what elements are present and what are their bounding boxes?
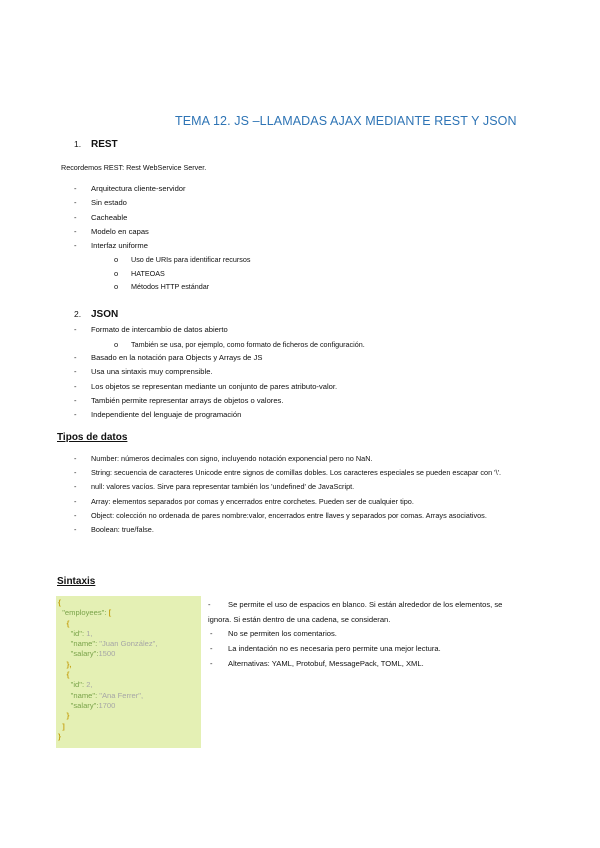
sintaxis-list — [208, 627, 518, 671]
list-item: - Array: elementos separados por comas y encerrados entre corchetes. Pueden ser de cualquier tipo. — [74, 495, 524, 509]
section-title: JSON — [91, 309, 119, 320]
code-line: } — [66, 711, 70, 721]
code-line: { — [66, 670, 70, 680]
code-line: { — [66, 618, 70, 628]
list-item: - Boolean: true/false. — [74, 523, 524, 537]
rest-sublist — [114, 253, 250, 294]
tipos-list — [74, 452, 524, 537]
code-line: "employees": [ — [62, 608, 112, 618]
code-line: ] — [62, 721, 65, 731]
list-item: - Sin estado — [74, 196, 186, 210]
sintaxis-notes — [208, 598, 518, 671]
section-heading-json — [74, 309, 118, 320]
list-item: - La indentación no es necesaria pero permite una mejor lectura. — [208, 642, 518, 657]
section-number: 2. — [74, 309, 82, 319]
json-list-top — [74, 323, 228, 337]
list-item: - Interfaz uniforme — [74, 239, 186, 253]
sublist-item: o HATEOAS — [114, 267, 250, 281]
list-item: - Number: números decimales con signo, incluyendo notación exponencial pero no NaN. — [74, 452, 524, 466]
code-line: "salary":1700 — [70, 700, 116, 710]
code-line: "id": 1, — [70, 628, 93, 638]
sublist-item: o También se usa, por ejemplo, como formato de ficheros de configuración. — [114, 338, 365, 352]
list-item: - Alternativas: YAML, Protobuf, MessagePack, TOML, XML. — [208, 657, 518, 672]
code-line: } — [58, 731, 61, 741]
json-list — [74, 351, 337, 422]
list-item: - Los objetos se representan mediante un conjunto de pares atributo-valor. — [74, 380, 337, 394]
json-sublist — [114, 338, 365, 352]
sintaxis-intro: - Se permite el uso de espacios en blanco. Si están alrededor de los elementos, se ignora. Si están dentro de una cadena, se consideran. — [208, 600, 503, 624]
list-item: - Independiente del lenguaje de programación — [74, 408, 337, 422]
section-title: REST — [91, 139, 118, 150]
code-line: "salary":1500 — [70, 649, 116, 659]
list-item: - String: secuencia de caracteres Unicode entre signos de comillas dobles. Los caracteres especiales se pueden escapar con '\'. — [74, 466, 524, 480]
section-heading-rest — [74, 139, 118, 150]
sublist-item: o Métodos HTTP estándar — [114, 280, 250, 294]
list-item: - No se permiten los comentarios. — [208, 627, 518, 642]
code-line: "id": 2, — [70, 680, 93, 690]
list-item: - Arquitectura cliente-servidor — [74, 182, 186, 196]
rest-intro: Recordemos REST: Rest WebService Server. — [61, 163, 207, 172]
tipos-heading: Tipos de datos — [57, 432, 128, 443]
section-number: 1. — [74, 139, 82, 149]
list-item: - Modelo en capas — [74, 225, 186, 239]
json-code-example — [56, 596, 201, 748]
page-title: TEMA 12. JS –LLAMADAS AJAX MEDIANTE REST Y JSON — [175, 114, 517, 128]
list-item: - Usa una sintaxis muy comprensible. — [74, 365, 337, 379]
list-item: - null: valores vacíos. Sirve para representar también los 'undefined' de JavaScript. — [74, 480, 524, 494]
code-line: "name": "Ana Ferrer", — [70, 690, 144, 700]
list-item: - También permite representar arrays de objetos o valores. — [74, 394, 337, 408]
list-item: - Cacheable — [74, 211, 186, 225]
sublist-item: o Uso de URIs para identificar recursos — [114, 253, 250, 267]
list-item: - Formato de intercambio de datos abierto — [74, 323, 228, 337]
code-line: }, — [66, 659, 72, 669]
rest-list — [74, 182, 186, 253]
list-item: - Basado en la notación para Objects y Arrays de JS — [74, 351, 337, 365]
list-item: - Object: colección no ordenada de pares nombre:valor, encerrados entre llaves y separados por comas. Arrays asociativos. — [74, 509, 524, 523]
code-line: { — [58, 598, 61, 607]
code-line: "name": "Juan González", — [70, 639, 158, 649]
sintaxis-heading: Sintaxis — [57, 576, 96, 587]
